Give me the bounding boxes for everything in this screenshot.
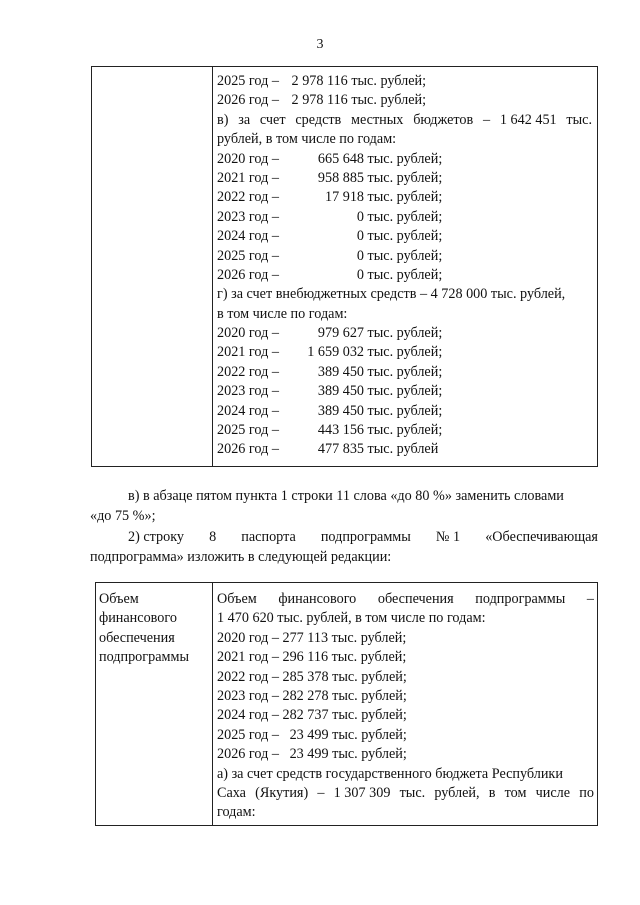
year-line: 2025 год – 2 978 116 тыс. рублей;	[217, 73, 427, 89]
subprogram-funding-table	[95, 582, 598, 826]
year-line: 2024 год – 282 737 тыс. рублей;	[217, 707, 407, 724]
year-line: 2021 год – 296 116 тыс. рублей;	[217, 649, 407, 666]
year-line: 2026 год – 2 978 116 тыс. рублей;	[217, 92, 427, 109]
year-line: 2022 год – 285 378 тыс. рублей;	[217, 668, 407, 685]
funding-heading: Объем финансового обеспечения подпрограммы –	[217, 591, 594, 607]
paragraph-line: «до 75 %»;	[90, 508, 156, 524]
paragraph-line: 2) строку 8 паспорта подпрограммы № 1 «Обеспечивающая	[128, 529, 598, 545]
year-line: 2023 год – 0 тыс. рублей;	[217, 208, 443, 225]
column-divider	[212, 583, 213, 825]
section-g-heading-cont: в том числе по годам:	[217, 305, 348, 322]
year-line: 2025 год – 0 тыс. рублей;	[217, 247, 443, 264]
table2-right-cell	[217, 590, 594, 823]
year-line: 2026 год – 0 тыс. рублей;	[217, 266, 443, 283]
paragraph-line: подпрограмма» изложить в следующей редакции:	[90, 549, 392, 565]
section-a-heading-cont: годам:	[217, 804, 256, 821]
section-a-heading: а) за счет средств государственного бюджета Республики	[217, 765, 563, 782]
year-line: 2024 год – 0 тыс. рублей;	[217, 228, 443, 245]
year-line: 2026 год – 23 499 тыс. рублей;	[217, 746, 407, 763]
section-v-heading-cont: рублей, в том числе по годам:	[217, 131, 397, 148]
year-line: 2020 год – 979 627 тыс. рублей;	[217, 325, 443, 342]
year-line: 2020 год – 665 648 тыс. рублей;	[217, 150, 443, 167]
budget-table-continuation	[91, 66, 598, 467]
year-line: 2022 год – 17 918 тыс. рублей;	[217, 189, 443, 206]
column-divider	[212, 67, 213, 466]
year-line: 2021 год – 958 885 тыс. рублей;	[217, 169, 443, 186]
amendment-paragraph-v	[90, 486, 598, 526]
section-v-heading: в) за счет средств местных бюджетов – 1 642 451 тыс.	[217, 111, 592, 128]
amendment-paragraph-2	[90, 527, 598, 567]
section-g-heading: г) за счет внебюджетных средств – 4 728 000 тыс. рублей,	[217, 286, 566, 303]
section-a-heading-cont: Саха (Якутия) – 1 307 309 тыс. рублей, в том числе по	[217, 784, 594, 801]
year-line: 2020 год – 277 113 тыс. рублей;	[217, 629, 407, 646]
table2-left-cell: Объем финансового обеспечения подпрограммы	[99, 591, 189, 666]
year-line: 2023 год – 389 450 тыс. рублей;	[217, 383, 443, 400]
table1-right-cell	[217, 72, 592, 460]
year-line: 2026 год – 477 835 тыс. рублей	[217, 441, 439, 458]
paragraph-line: в) в абзаце пятом пункта 1 строки 11 слова «до 80 %» заменить словами	[128, 488, 564, 504]
year-line: 2025 год – 23 499 тыс. рублей;	[217, 726, 407, 743]
year-line: 2023 год – 282 278 тыс. рублей;	[217, 687, 407, 704]
funding-heading-cont: 1 470 620 тыс. рублей, в том числе по годам:	[217, 610, 486, 627]
year-line: 2024 год – 389 450 тыс. рублей;	[217, 402, 443, 419]
page-number: 3	[316, 37, 324, 52]
year-line: 2025 год – 443 156 тыс. рублей;	[217, 422, 443, 439]
year-line: 2021 год – 1 659 032 тыс. рублей;	[217, 344, 443, 361]
year-line: 2022 год – 389 450 тыс. рублей;	[217, 363, 443, 380]
